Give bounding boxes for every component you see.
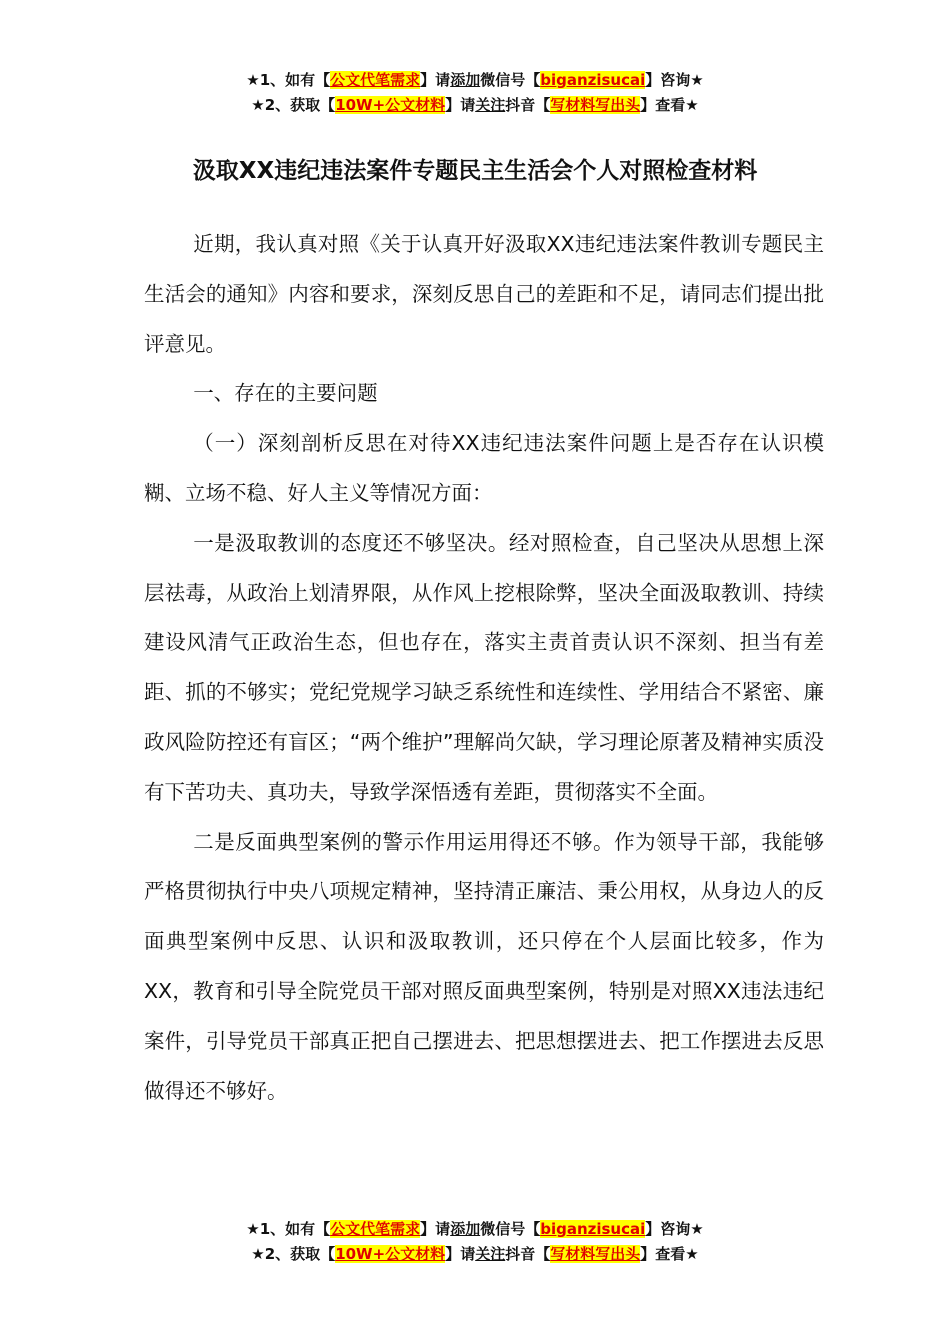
ad-text: 】咨询★	[645, 71, 704, 89]
ad-text: ★2、获取【	[251, 1245, 336, 1263]
ad-text: 抖音【	[505, 96, 551, 114]
ad-line-1	[0, 1217, 950, 1242]
ad-text: 】咨询★	[645, 1220, 704, 1238]
ad-text: 】请	[445, 96, 476, 114]
ad-underline: 关注	[475, 96, 506, 114]
ad-highlight: 写材料写出头	[550, 1245, 641, 1263]
paragraph: 近期，我认真对照《关于认真开好汲取XX违纪违法案件教训专题民主生活会的通知》内容和要求，深刻反思自己的差距和不足，请同志们提出批评意见。	[144, 232, 824, 356]
document-body	[144, 220, 824, 1116]
subsection-heading: （一）深刻剖析反思在对待XX违纪违法案件问题上是否存在认识模糊、立场不稳、好人主义等情况方面：	[144, 431, 824, 505]
ad-text: ★2、获取【	[251, 96, 336, 114]
ad-text: 】请	[420, 71, 451, 89]
ad-highlight: 10W+公文材料	[335, 1245, 446, 1263]
ad-highlight: 公文代笔需求	[330, 71, 421, 89]
ad-line-1	[0, 68, 950, 93]
ad-line-2	[0, 93, 950, 118]
ad-text: ★1、如有【	[246, 1220, 331, 1238]
section-heading: 一、存在的主要问题	[193, 381, 378, 406]
ad-underline: 关注	[475, 1245, 506, 1263]
ad-text: 】请	[420, 1220, 451, 1238]
ad-highlight: biganzisucai	[540, 71, 646, 89]
ad-highlight: 10W+公文材料	[335, 96, 446, 114]
ad-banner-bottom	[0, 1217, 950, 1267]
ad-text: 抖音【	[505, 1245, 551, 1263]
document-title: 汲取XX违纪违法案件专题民主生活会个人对照检查材料	[192, 158, 758, 184]
ad-text: 微信号【	[480, 1220, 541, 1238]
ad-highlight: 写材料写出头	[550, 96, 641, 114]
ad-text: 微信号【	[480, 71, 541, 89]
paragraph: 二是反面典型案例的警示作用运用得还不够。作为领导干部，我能够严格贯彻执行中央八项规定精神，坚持清正廉洁、秉公用权，从身边人的反面典型案例中反思、认识和汲取教训，还只停在个人层面比较多，作为XX，教育和引导全院党员干部对照反面典型案例，特别是对照XX违法违纪案件，引导党员干部真正把自己摆进去、把思想摆进去、把工作摆进去反思做得还不够好。	[144, 829, 824, 1103]
ad-text: ★1、如有【	[246, 71, 331, 89]
ad-highlight: 公文代笔需求	[330, 1220, 421, 1238]
ad-line-2	[0, 1242, 950, 1267]
ad-text: 】查看★	[640, 96, 699, 114]
ad-text: 】查看★	[640, 1245, 699, 1263]
ad-underline: 添加	[450, 71, 481, 89]
ad-text: 】请	[445, 1245, 476, 1263]
paragraph: 一是汲取教训的态度还不够坚决。经对照检查，自己坚决从思想上深层祛毒，从政治上划清界限，从作风上挖根除弊，坚决全面汲取教训、持续建设风清气正政治生态，但也存在，落实主责首责认识不深刻、担当有差距、抓的不够实；党纪党规学习缺乏系统性和连续性、学用结合不紧密、廉政风险防控还有盲区；“两个维护”理解尚欠缺，学习理论原著及精神实质没有下苦功夫、真功夫，导致学深悟透有差距，贯彻落实不全面。	[144, 530, 824, 804]
ad-highlight: biganzisucai	[540, 1220, 646, 1238]
ad-banner-top	[0, 68, 950, 118]
ad-underline: 添加	[450, 1220, 481, 1238]
